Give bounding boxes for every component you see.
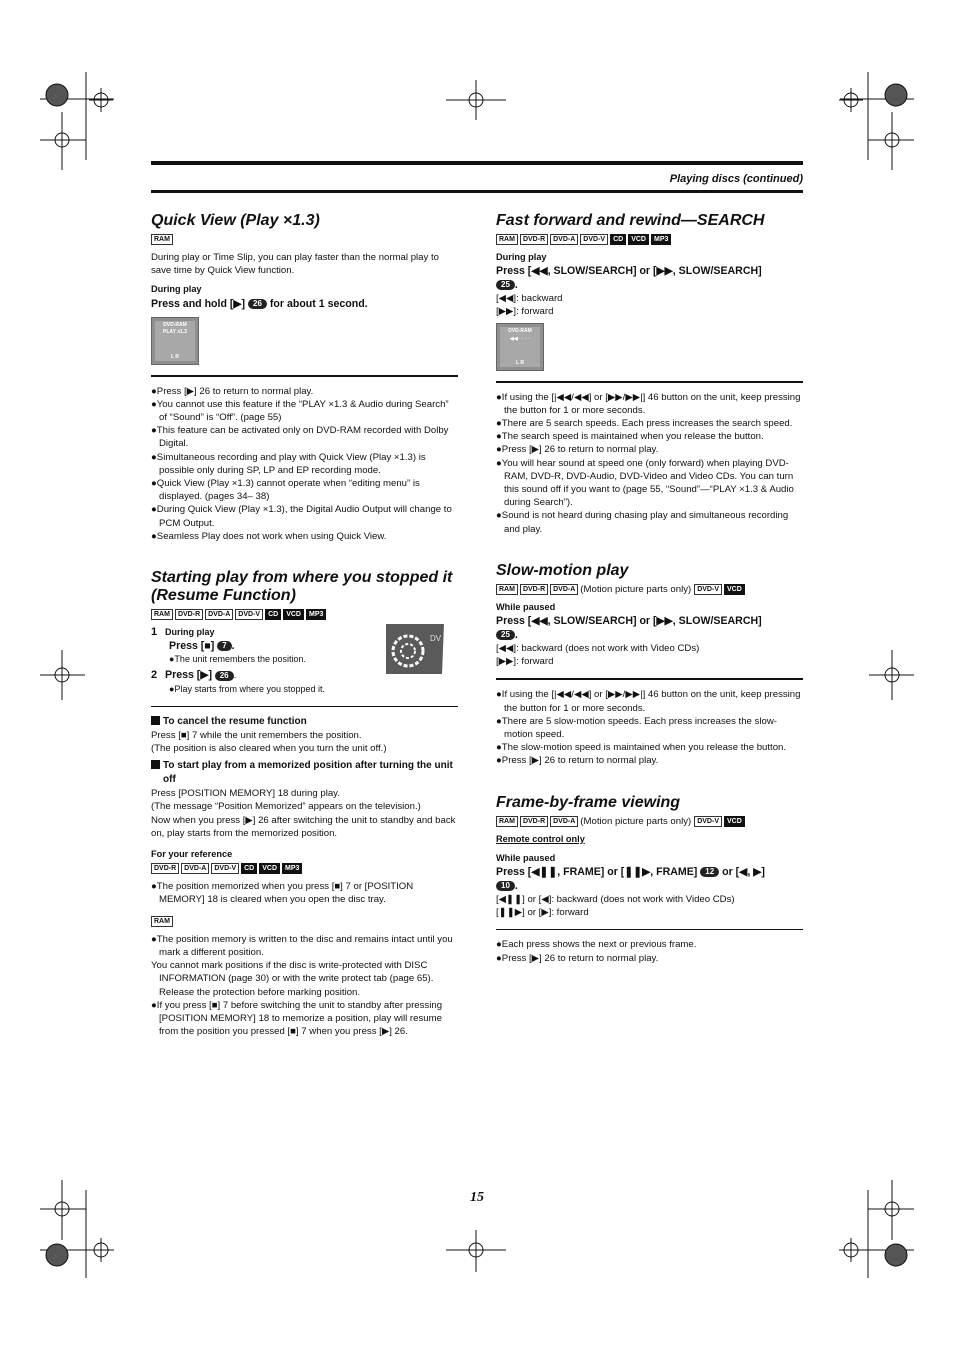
divider — [496, 929, 803, 930]
quick-view-tags — [151, 233, 458, 245]
disc-icon — [386, 624, 458, 674]
step-1: 1 During play Press [■] 7 . ●The unit remembers the position. — [151, 626, 458, 666]
note-item: ●Seamless Play does not work when using Quick View. — [151, 530, 387, 542]
slow-forward: [▶▶]: forward — [496, 656, 554, 668]
disc-type-tag: MP3 — [282, 863, 302, 874]
disc-type-tag: RAM — [496, 816, 518, 827]
quick-view-notes — [151, 385, 458, 543]
disc-type-tag: RAM — [151, 609, 173, 620]
note-item: ●The search speed is maintained when you release the button. — [496, 431, 764, 443]
osd-line-3: L R — [171, 353, 179, 360]
disc-type-tag: MP3 — [306, 609, 326, 620]
note-item: ●Press [▶] 26 to return to normal play. — [496, 952, 659, 964]
ffrew-tags — [496, 233, 803, 245]
cancel-line-2: (The position is also cleared when you turn the unit off.) — [151, 743, 387, 755]
page-ref-pill: 10 — [496, 881, 515, 891]
disc-type-tag: CD — [610, 234, 626, 245]
osd-line-2: PLAY x1.3 — [163, 328, 187, 335]
disc-label: DV — [430, 634, 442, 644]
disc-type-tag: RAM — [151, 234, 173, 245]
note-item: ●Press [▶] 26 to return to normal play. — [151, 385, 314, 397]
note-item: ●The slow-motion speed is maintained when you release the button. — [496, 742, 787, 754]
disc-type-tag: DVD-A — [550, 584, 578, 595]
page-ref-pill: 12 — [700, 867, 719, 877]
reference-note: ●The position memorized when you press [■] 7 or [POSITION MEMORY] 18 is cleared when you open the disc tray. — [151, 881, 414, 906]
ffrew-forward: [▶▶]: forward — [496, 306, 554, 318]
page-ref-pill: 7 — [217, 641, 231, 651]
slow-command: Press [◀◀, SLOW/SEARCH] or [▶▶, SLOW/SEARCH] 25 . — [496, 615, 762, 642]
slow-tags: RAM DVD-R DVD-A (Motion picture parts only) DVD-V VCD — [496, 583, 803, 595]
ffrew-backward: [◀◀]: backward — [496, 293, 563, 305]
disc-type-tag: MP3 — [651, 234, 671, 245]
disc-type-tag: VCD — [628, 234, 649, 245]
disc-type-tag: DVD-A — [205, 609, 233, 620]
disc-type-tag: DVD-A — [550, 234, 578, 245]
right-column — [496, 212, 803, 965]
quick-view-during-label: During play — [151, 284, 202, 295]
resume-tags — [151, 608, 458, 620]
disc-type-tag: DVD-A — [550, 816, 578, 827]
note-item: ●You cannot use this feature if the “PLAY ×1.3 & Audio during Search” of “Sound” is “Off”. (page 55) — [151, 398, 449, 424]
note-item: You cannot mark positions if the disc is write-protected with DISC INFORMATION (page 30) or with the write protect tab (page 65). Release the protection before marking position. — [151, 960, 434, 998]
step-number: 1 — [151, 626, 158, 639]
quick-view-command-text-2: for about 1 second. — [269, 297, 368, 310]
slow-title: Slow-motion play — [496, 561, 629, 579]
disc-display-image — [386, 624, 458, 674]
note-item: ●If you press [■] 7 before switching the unit to standby after pressing [POSITION MEMORY] 18 to memorize a position, play will resume from the position you pressed [■] 7 when you press [▶] 26. — [151, 999, 443, 1038]
disc-type-tag: VCD — [724, 584, 745, 595]
step-note: ●The unit remembers the position. — [169, 654, 306, 665]
divider — [496, 678, 803, 680]
divider — [496, 381, 803, 383]
osd-line-3: L R — [516, 359, 524, 366]
left-column — [151, 212, 458, 1038]
quick-view-title: Quick View (Play ×1.3) — [151, 212, 320, 229]
page-ref-pill: 25 — [496, 280, 515, 290]
slow-while-label: While paused — [496, 601, 556, 612]
quick-view-intro: During play or Time Slip, you can play faster than the normal play to save time by Quick View function. — [151, 252, 439, 277]
page-ref-pill: 25 — [496, 630, 515, 640]
note-item: ●Press [▶] 26 to return to normal play. — [496, 444, 659, 456]
reference-tags — [151, 862, 458, 874]
step-2: 2 Press [▶] 26 . ●Play starts from where you stopped it. — [151, 668, 458, 695]
disc-type-tag: DVD-V — [694, 816, 722, 827]
frame-title: Frame-by-frame viewing — [496, 793, 681, 811]
resume-title: Starting play from where you stopped it (Resume Function) — [151, 569, 453, 605]
page-number: 15 — [470, 1190, 484, 1205]
disc-type-tag: VCD — [724, 816, 745, 827]
osd-line-1: DVD-RAM — [163, 321, 187, 328]
frame-while-label: While paused — [496, 852, 556, 863]
disc-type-tag: DVD-V — [235, 609, 263, 620]
note-item: ●If using the [|◀◀/◀◀] or [▶▶/▶▶|] 46 button on the unit, keep pressing the button for 1 or more seconds. — [496, 689, 801, 714]
frame-notes — [496, 938, 803, 964]
osd-line-2: ◀◀ · · · · — [510, 335, 530, 342]
note-item: ●There are 5 search speeds. Each press increases the search speed. — [496, 418, 793, 430]
cancel-heading: To cancel the resume function — [151, 715, 458, 729]
frame-backward: [◀❚❚] or [◀]: backward (does not work with Video CDs) — [496, 894, 735, 906]
note-item: ●You will hear sound at speed one (only forward) when playing DVD-RAM, DVD-R, DVD-Audio, DVD-Video and Video CDs. You can turn this sound off if you want to (page 55, “Sound”—“PLAY ×1.3 & Audio during Search”). — [496, 457, 794, 509]
disc-type-tag: VCD — [259, 863, 280, 874]
resume-steps — [151, 626, 458, 696]
page-ref-pill: 26 — [215, 671, 234, 681]
note-item: ●Quick View (Play ×1.3) cannot operate when “editing menu” is displayed. (pages 34– 38) — [151, 478, 420, 503]
note-item: ●There are 5 slow-motion speeds. Each press increases the slow-motion speed. — [496, 715, 777, 741]
disc-type-tag: DVD-R — [520, 234, 548, 245]
note-item: ●Sound is not heard during chasing play and simultaneous recording and play. — [496, 510, 789, 535]
step-number: 2 — [151, 669, 158, 682]
note-item: ●If using the [|◀◀/◀◀] or [▶▶/▶▶|] 46 button on the unit, keep pressing the button for 1 or more seconds. — [496, 391, 801, 416]
step-command: Press [■] — [169, 640, 215, 653]
page-ref-pill: 26 — [248, 299, 267, 309]
quick-view-command-text: Press and hold [▶] — [151, 297, 246, 310]
step-command: Press [▶] — [165, 669, 213, 682]
osd-line-1: DVD-RAM — [508, 327, 532, 334]
disc-type-tag: DVD-R — [520, 816, 548, 827]
osd-screen-image — [151, 317, 199, 365]
disc-type-tag: DVD-V — [211, 863, 239, 874]
ram-tag — [151, 915, 458, 927]
ffrew-title: Fast forward and rewind—SEARCH — [496, 212, 765, 229]
note-item: ●This feature can be activated only on DVD-RAM recorded with Dolby Digital. — [151, 425, 449, 450]
remote-only-label: Remote control only — [496, 833, 585, 844]
frame-forward: [❚❚▶] or [▶]: forward — [496, 907, 589, 919]
disc-type-tag: RAM — [496, 584, 518, 595]
memo-line-3: Now when you press [▶] 26 after switching the unit to standby and back on, play starts from the memorized position. — [151, 814, 456, 839]
ffrew-command: Press [◀◀, SLOW/SEARCH] or [▶▶, SLOW/SEARCH] 25 . — [496, 265, 762, 292]
disc-type-tag: DVD-R — [175, 609, 203, 620]
step-note: ●Play starts from where you stopped it. — [169, 683, 326, 694]
disc-type-tag: VCD — [283, 609, 304, 620]
ram-notes — [151, 933, 458, 1039]
divider — [151, 706, 458, 707]
memo-line-1: Press [POSITION MEMORY] 18 during play. — [151, 788, 340, 800]
ffrew-notes — [496, 391, 803, 536]
quick-view-command — [151, 297, 458, 311]
disc-type-tag: DVD-V — [580, 234, 608, 245]
disc-type-tag: DVD-R — [520, 584, 548, 595]
osd-screen-image — [496, 323, 544, 371]
note-item: ●Press [▶] 26 to return to normal play. — [496, 755, 659, 767]
note-item: ●Simultaneous recording and play with Quick View (Play ×1.3) is possible only during SP, LP and EP recording mode. — [151, 451, 426, 476]
disc-type-tag: DVD-R — [151, 863, 179, 874]
note-item: ●Each press shows the next or previous frame. — [496, 939, 697, 951]
section-header: Playing discs (continued) — [669, 173, 803, 185]
disc-type-tag: RAM — [151, 916, 173, 927]
disc-type-tag: RAM — [496, 234, 518, 245]
step-label: During play — [165, 627, 215, 638]
cancel-line-1: Press [■] 7 while the unit remembers the position. — [151, 729, 362, 741]
ffrew-during-label: During play — [496, 252, 547, 262]
note-item: ●During Quick View (Play ×1.3), the Digital Audio Output will change to PCM Output. — [151, 504, 452, 529]
reference-label: For your reference — [151, 849, 233, 860]
memo-line-2: (The message “Position Memorized” appears on the television.) — [151, 801, 421, 813]
slow-backward: [◀◀]: backward (does not work with Video CDs) — [496, 643, 700, 655]
note-item: ●The position memory is written to the disc and remains intact until you mark a different position. — [151, 933, 453, 958]
disc-type-tag: DVD-A — [181, 863, 209, 874]
memo-heading: To start play from a memorized position after turning the unit off — [151, 759, 458, 787]
disc-type-tag: CD — [265, 609, 281, 620]
header-rule-bottom — [151, 190, 803, 193]
slow-notes — [496, 688, 803, 767]
divider — [151, 375, 458, 377]
header-rule-top — [151, 161, 803, 165]
frame-tags: RAM DVD-R DVD-A (Motion picture parts only) DVD-V VCD — [496, 815, 803, 827]
frame-command: Press [◀❚❚, FRAME] or [❚❚▶, FRAME] 12 or [◀, ▶] 10 . — [496, 866, 765, 893]
disc-type-tag: DVD-V — [694, 584, 722, 595]
disc-type-tag: CD — [241, 863, 257, 874]
